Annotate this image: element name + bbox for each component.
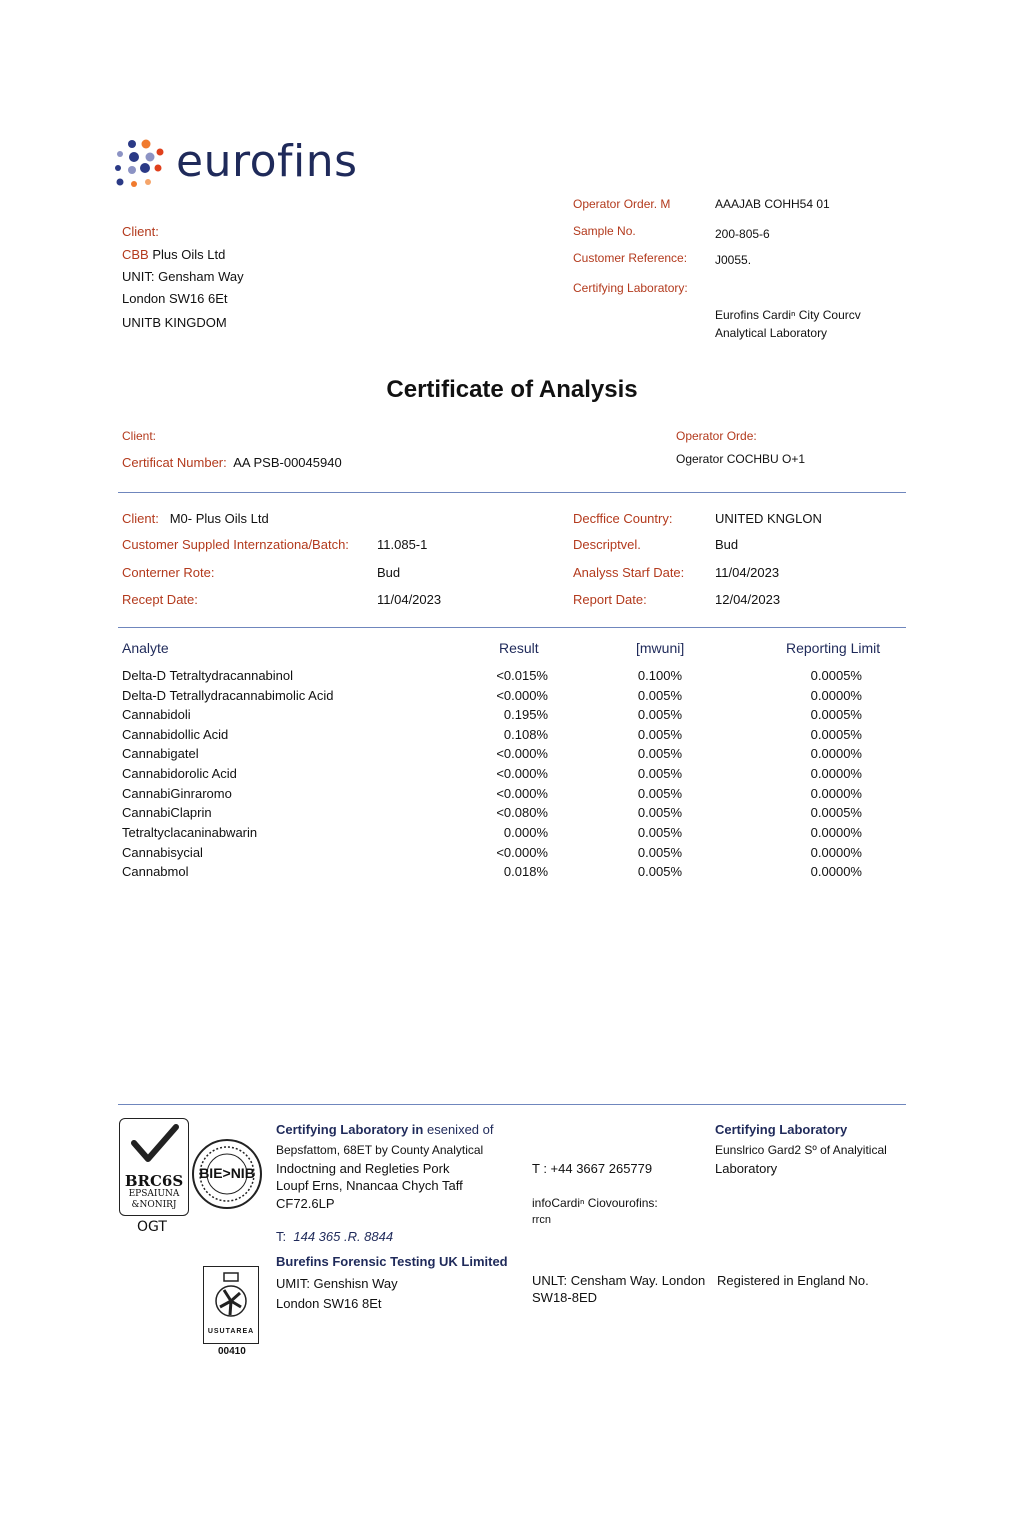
brc-caption: OGT [137, 1219, 167, 1235]
footer-address-line1: Bepsfattom, 68ET by County Analytical [276, 1143, 484, 1157]
eurofins-logo-dots [112, 138, 168, 194]
footer-tel-label: T: [276, 1229, 287, 1244]
detail-batch-value: 11.085-1 [377, 537, 428, 552]
footer-mid-address1: UNLT: Censham Way. London [532, 1273, 706, 1288]
client-name-rest: Plus Oils Ltd [148, 247, 226, 262]
col-header-reporting-limit: Reporting Limit [786, 640, 881, 656]
forensic-crest-badge [203, 1266, 259, 1344]
col-header-result: Result [499, 640, 539, 656]
detail-analysis-start-value: 11/04/2023 [715, 565, 780, 580]
footer-cert-lab-heading-main: Certifying Laboratory in [276, 1122, 424, 1137]
table-row [0, 727, 1024, 746]
document-title: Certificate of Analysis [386, 376, 638, 403]
crest-icon [204, 1267, 258, 1323]
eurofins-wordmark: eurofins [176, 136, 358, 187]
col-header-mv: [mwuni] [636, 640, 685, 656]
client-address-line3: UNITB KINGDOM [122, 315, 227, 330]
table-row [0, 864, 1024, 883]
analyte-mv: 0.005% [637, 746, 682, 761]
operator-order-value: AAAJAB COHH54 01 [715, 197, 830, 211]
analyte-mv: 0.005% [637, 845, 682, 860]
divider-1 [118, 492, 906, 493]
analyte-result: 0.195% [503, 707, 548, 722]
analyte-mv: 0.005% [637, 688, 682, 703]
detail-receipt-label: Recept Date: [122, 592, 198, 607]
analyte-result: 0.018% [503, 864, 548, 879]
analyte-reporting-limit: 0.0000% [810, 746, 862, 761]
lab-name-line1: Eurofins Cardiⁿ City Courcv [715, 308, 861, 322]
detail-client [122, 511, 269, 526]
footer-telephone-mid: T : +44 3667 265779 [532, 1161, 653, 1176]
brc-badge-sub1: EPSAIUNA [128, 1189, 180, 1199]
divider-3 [118, 1104, 906, 1105]
analyte-result: <0.015% [496, 668, 548, 683]
analyte-reporting-limit: 0.0005% [810, 668, 862, 683]
footer-telephone-left [276, 1229, 393, 1244]
accreditation-seal [191, 1138, 263, 1210]
detail-report-date-label: Report Date: [573, 592, 647, 607]
checkmark-icon [120, 1119, 188, 1169]
analyte-name: Delta-D Tetraltydracannabinol [122, 668, 294, 683]
footer-registered: Registered in England No. [717, 1273, 869, 1288]
client-name-prefix: CBB [122, 247, 149, 262]
analyte-name: CannabiGinraromo [122, 786, 232, 801]
detail-description-value: Bud [715, 537, 739, 552]
col-header-analyte: Analyte [122, 640, 169, 656]
analyte-reporting-limit: 0.0005% [810, 805, 862, 820]
customer-reference-label: Customer Reference: [573, 251, 688, 265]
detail-batch-label: Customer Suppled Internzationa/Batch: [122, 537, 349, 552]
table-row [0, 845, 1024, 864]
analyte-name: Tetraltyclacaninabwarin [122, 825, 258, 840]
cert-number-label: Certificat Number: [122, 455, 227, 470]
table-row [0, 825, 1024, 844]
footer-right-line2: Laboratory [715, 1161, 778, 1176]
footer-mid-address2: SW18-8ED [532, 1290, 598, 1305]
analyte-mv: 0.005% [637, 766, 682, 781]
sample-no-value: 200-805-6 [715, 227, 770, 241]
analyte-result: 0.108% [503, 727, 548, 742]
table-row [0, 707, 1024, 726]
sample-no-label: Sample No. [573, 224, 636, 238]
footer-tel-number: 144 365 .R. 8844 [293, 1229, 394, 1244]
analyte-mv: 0.005% [637, 825, 682, 840]
footer-address-line3: Loupf Erns, Nnancaa Chych Taff [276, 1178, 463, 1193]
detail-country-label: Decffice Country: [573, 511, 673, 526]
detail-country-value: UNITED KNGLON [715, 511, 822, 526]
footer-email: infoCardiⁿ Ciovourofins: [532, 1196, 658, 1210]
client-address-line1: UNIT: Gensham Way [122, 269, 244, 284]
analyte-result: 0.000% [503, 825, 548, 840]
cert-client-label: Client: [122, 429, 157, 443]
analyte-name: Cannabidorolic Acid [122, 766, 237, 781]
analyte-reporting-limit: 0.0000% [810, 766, 862, 781]
analyte-name: Delta-D Tetrallydracannabimolic Acid [122, 688, 334, 703]
detail-client-label: Client: [122, 511, 159, 526]
certifying-laboratory-label: Certifying Laboratory: [573, 281, 688, 295]
analyte-mv: 0.005% [637, 805, 682, 820]
footer-address-line2: Indoctning and Regleties Pork [276, 1161, 450, 1176]
crest-caption: 00410 [218, 1346, 246, 1357]
seal-text: BIE>NIB [199, 1165, 255, 1181]
analyte-result: <0.000% [496, 845, 548, 860]
analyte-reporting-limit: 0.0000% [810, 864, 862, 879]
analyte-mv: 0.005% [637, 727, 682, 742]
analyte-mv: 0.005% [637, 786, 682, 801]
detail-report-date-value: 12/04/2023 [715, 592, 781, 607]
analyte-result: <0.000% [496, 688, 548, 703]
analyte-name: Cannabigatel [122, 746, 199, 761]
detail-analysis-start-label: Analyss Starf Date: [573, 565, 685, 580]
brc-badge-sub2: &NONIRJ [131, 1200, 177, 1210]
operator-order-label: Operator Order. M [573, 197, 671, 211]
footer-right-heading: Certifying Laboratory [715, 1122, 848, 1137]
analyte-reporting-limit: 0.0000% [810, 688, 862, 703]
analyte-name: CannabiClaprin [122, 805, 212, 820]
analyte-result: <0.000% [496, 786, 548, 801]
table-row [0, 746, 1024, 765]
divider-2 [118, 627, 906, 628]
analyte-name: Cannabidollic Acid [122, 727, 229, 742]
table-row [0, 786, 1024, 805]
analyte-name: Cannabisycial [122, 845, 203, 860]
analyte-result: <0.080% [496, 805, 548, 820]
analyte-name: Cannabmol [122, 864, 189, 879]
analyte-reporting-limit: 0.0000% [810, 845, 862, 860]
footer-right-line1: Eunslrico Gard2 Sº of Analyitical [715, 1143, 887, 1157]
footer-cert-lab-heading-suffix: esenixed of [426, 1122, 494, 1137]
footer-forensic-heading: Burefins Forensic Testing UK Limited [276, 1254, 508, 1269]
footer-forensic-address2: London SW16 8Et [276, 1296, 382, 1311]
client-name [122, 247, 225, 262]
analyte-mv: 0.005% [637, 864, 682, 879]
crest-sub-text: USUTAREA [207, 1328, 255, 1335]
brc-certification-badge [119, 1118, 189, 1216]
cert-number-value: AA PSB-00045940 [233, 455, 342, 470]
analyte-reporting-limit: 0.0005% [810, 707, 862, 722]
cert-number [122, 455, 342, 470]
analyte-mv: 0.005% [637, 707, 682, 722]
analyte-mv: 0.100% [637, 668, 682, 683]
footer-email-2: rrcn [532, 1214, 551, 1226]
brc-badge-text: BRC6S [124, 1172, 184, 1190]
table-row [0, 688, 1024, 707]
footer-forensic-address1: UMIT: Genshisn Way [276, 1276, 398, 1291]
footer-address-line4: CF72.6LP [276, 1196, 335, 1211]
detail-container-value: Bud [377, 565, 401, 580]
client-address-line2: London SW16 6Et [122, 291, 228, 306]
analyte-reporting-limit: 0.0000% [810, 786, 862, 801]
client-label: Client: [122, 224, 159, 239]
footer-cert-lab-heading [276, 1122, 493, 1137]
operator-order-label-2: Operator Orde: [676, 429, 757, 443]
detail-container-label: Conterner Rote: [122, 565, 215, 580]
table-row [0, 668, 1024, 687]
analyte-reporting-limit: 0.0005% [810, 727, 862, 742]
lab-name-line2: Analytical Laboratory [715, 326, 828, 340]
analyte-name: Cannabidoli [122, 707, 191, 722]
customer-reference-value: J0055. [715, 253, 752, 267]
detail-receipt-value: 11/04/2023 [377, 592, 442, 607]
table-row [0, 766, 1024, 785]
detail-description-label: Descriptvel. [573, 537, 641, 552]
analyte-reporting-limit: 0.0000% [810, 825, 862, 840]
analyte-result: <0.000% [496, 766, 548, 781]
analyte-result: <0.000% [496, 746, 548, 761]
operator-order-value-2: Ogerator COCHBU O+1 [676, 452, 806, 466]
detail-client-value: M0- Plus Oils Ltd [169, 511, 269, 526]
table-row [0, 805, 1024, 824]
